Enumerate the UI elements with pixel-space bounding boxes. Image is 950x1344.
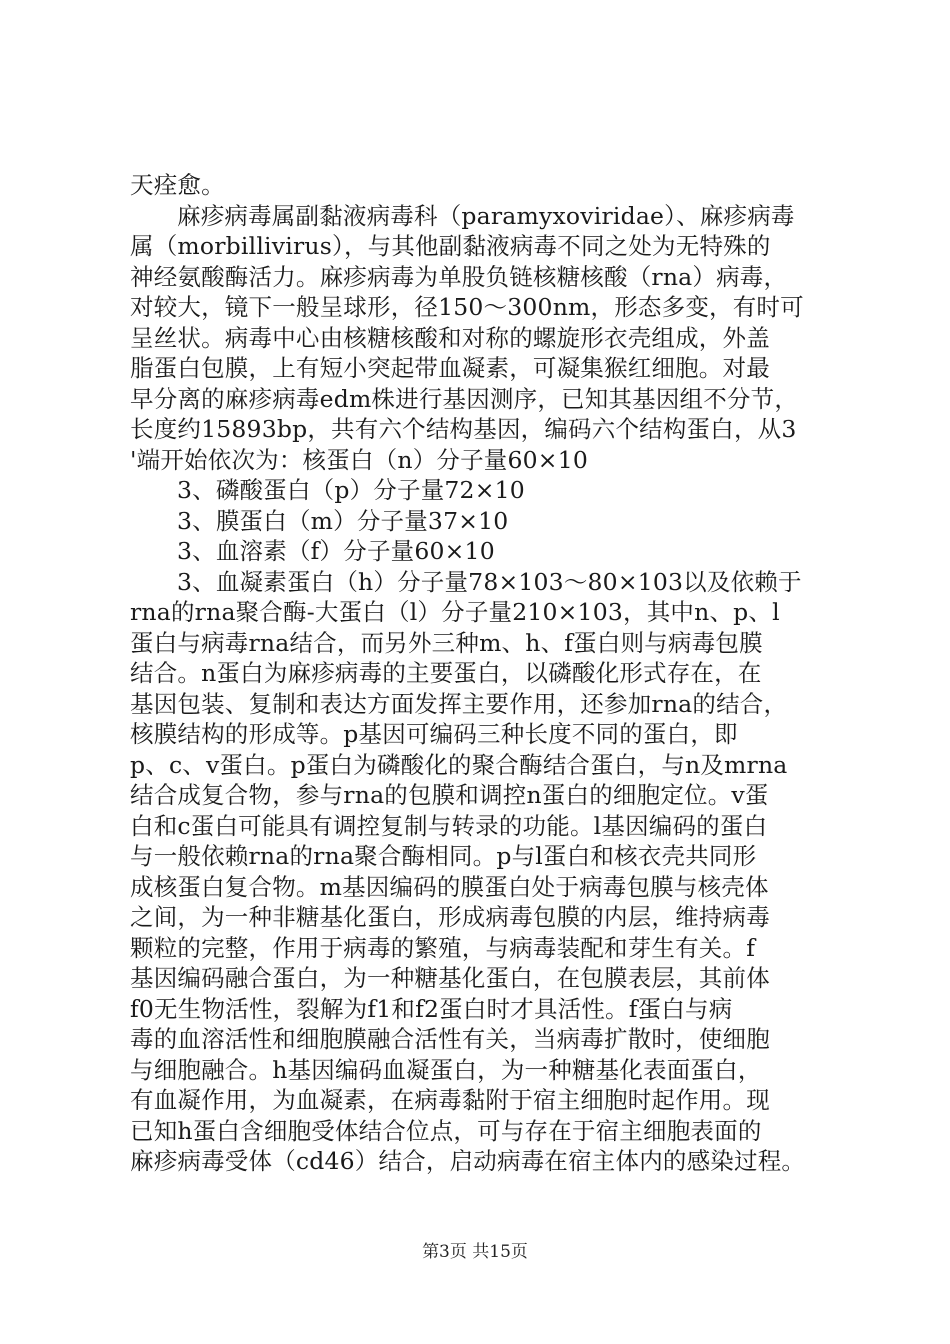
text-line: 早分离的麻疹病毒edm株进行基因测序，已知其基因组不分节，: [130, 384, 799, 413]
text-line: 神经氨酸酶活力。麻疹病毒为单股负链核糖核酸（rna）病毒，: [130, 262, 788, 291]
text-line: 颗粒的完整，作用于病毒的繁殖，与病毒装配和芽生有关。f: [130, 933, 756, 962]
text-line: 长度约15893bp，共有六个结构基因，编码六个结构蛋白，从3: [130, 415, 797, 443]
text-line: 天痊愈。: [130, 171, 225, 199]
paragraph-start-line: 3、血溶素（f）分子量60×10: [177, 537, 495, 565]
text-line: f0无生物活性，裂解为f1和f2蛋白时才具活性。f蛋白与病: [130, 994, 733, 1023]
text-line: 结合成复合物，参与rna的包膜和调控n蛋白的细胞定位。v蛋: [130, 781, 769, 809]
text-line: 呈丝状。病毒中心由核糖核酸和对称的螺旋形衣壳组成，外盖: [130, 323, 770, 352]
text-line: 毒的血溶活性和细胞膜融合活性有关，当病毒扩散时，使细胞: [130, 1025, 770, 1053]
text-line: 基因编码融合蛋白，为一种糖基化蛋白，在包膜表层，其前体: [130, 964, 770, 992]
text-line: 基因包装、复制和表达方面发挥主要作用，还参加rna的结合，: [130, 689, 788, 718]
text-line: 核膜结构的形成等。p基因可编码三种长度不同的蛋白，即: [130, 720, 738, 748]
paragraph-start-line: 3、膜蛋白（m）分子量37×10: [177, 506, 509, 535]
paragraph-start-line: 3、血凝素蛋白（h）分子量78×103～80×103以及依赖于: [177, 567, 802, 596]
text-line: 白和c蛋白可能具有调控复制与转录的功能。l基因编码的蛋白: [130, 811, 768, 840]
text-line: 属（morbillivirus），与其他副黏液病毒不同之处为无特殊的: [130, 232, 771, 260]
text-line: 蛋白与病毒rna结合，而另外三种m、h、f蛋白则与病毒包膜: [130, 628, 763, 657]
page-footer: [0, 1241, 950, 1263]
document-body: [130, 170, 835, 1177]
text-line: 对较大，镜下一般呈球形，径150～300nm，形态多变，有时可: [130, 293, 804, 321]
text-line: 麻疹病毒受体（cd46）结合，启动病毒在宿主体内的感染过程。: [130, 1147, 806, 1175]
page-number: 第3页 共15页: [422, 1242, 528, 1262]
text-line: rna的rna聚合酶-大蛋白（l）分子量210×103，其中n、p、l: [130, 598, 780, 626]
text-line: 与一般依赖rna的rna聚合酶相同。p与l蛋白和核衣壳共同形: [130, 842, 757, 870]
text-line: 有血凝作用，为血凝素，在病毒黏附于宿主细胞时起作用。现: [130, 1086, 770, 1114]
text-line: 之间，为一种非糖基化蛋白，形成病毒包膜的内层，维持病毒: [130, 903, 770, 931]
text-line: 成核蛋白复合物。m基因编码的膜蛋白处于病毒包膜与核壳体: [130, 872, 769, 901]
text-line: p、c、v蛋白。p蛋白为磷酸化的聚合酶结合蛋白，与n及mrna: [130, 750, 788, 779]
text-line: 脂蛋白包膜，上有短小突起带血凝素，可凝集猴红细胞。对最: [130, 354, 770, 382]
text-line: 结合。n蛋白为麻疹病毒的主要蛋白，以磷酸化形式存在，在: [130, 659, 762, 687]
text-line: 已知h蛋白含细胞受体结合位点，可与存在于宿主细胞表面的: [130, 1116, 762, 1145]
text-line: 与细胞融合。h基因编码血凝蛋白，为一种糖基化表面蛋白，: [130, 1055, 762, 1084]
text-line: '端开始依次为：核蛋白（n）分子量60×10: [130, 445, 588, 474]
paragraph-start-line: 3、磷酸蛋白（p）分子量72×10: [177, 476, 525, 504]
paragraph-start-line: 麻疹病毒属副黏液病毒科（paramyxoviridae）、麻疹病毒: [177, 201, 795, 230]
